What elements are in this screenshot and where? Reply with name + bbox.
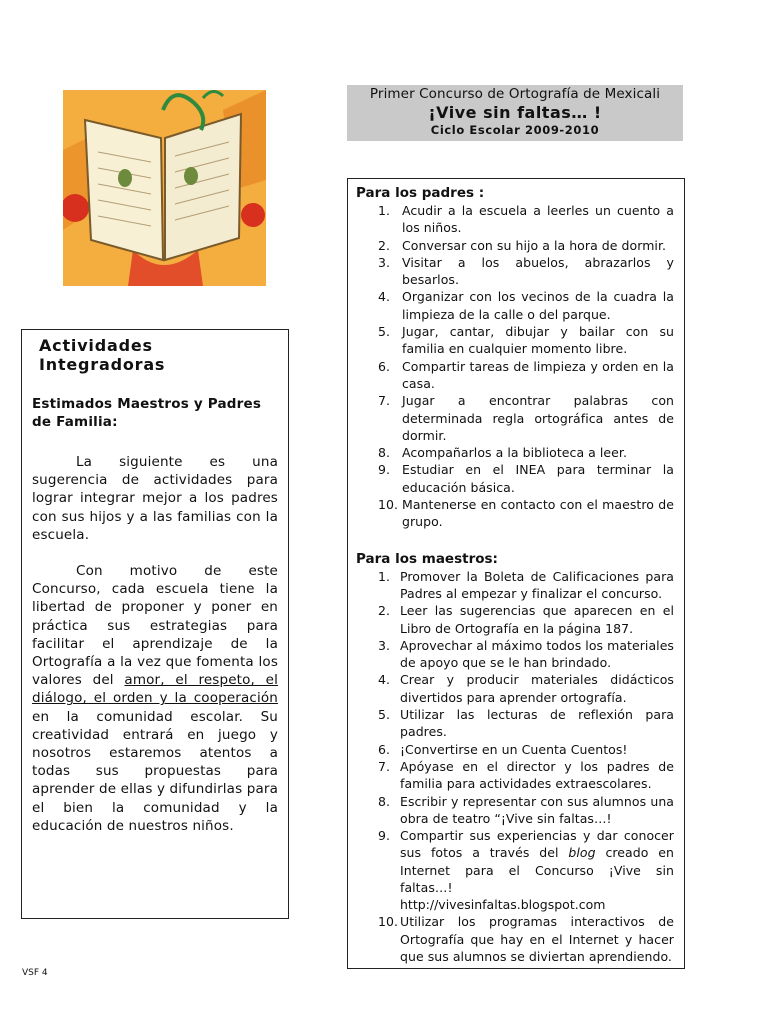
item-text: Compartir tareas de limpieza y orden en la casa. xyxy=(402,358,674,391)
list-item xyxy=(356,237,674,254)
illustration-graphic xyxy=(63,90,266,286)
contest-slogan: ¡Vive sin faltas… ! xyxy=(428,103,602,122)
item-text: Mantenerse en contacto con el maestro de grupo. xyxy=(402,497,674,530)
list-item xyxy=(356,444,674,461)
item-number: 10. xyxy=(378,914,399,930)
item-number: 6. xyxy=(378,741,391,757)
item-text: Visitar a los abuelos, abrazarlos y besarlos. xyxy=(402,254,674,288)
page-code: VSF 4 xyxy=(22,968,48,978)
blog-url[interactable]: http://vivesinfaltas.blogspot.com xyxy=(400,897,606,913)
item-text-end: creado en Internet para el Concurso ¡Vive sin faltas…! xyxy=(400,845,674,895)
blog-italic: blog xyxy=(568,845,596,861)
contest-header xyxy=(347,85,683,141)
list-item xyxy=(356,461,674,496)
teachers-heading: Para los maestros: xyxy=(356,550,498,567)
list-item xyxy=(356,706,674,741)
item-text-start: Compartir sus experiencias y dar conocer sus fotos a través del xyxy=(400,828,674,861)
item-text: Conversar con su hijo a la hora de dormir. xyxy=(402,237,667,253)
item-number: 2. xyxy=(378,237,391,253)
item-number: 1. xyxy=(378,568,391,584)
item-number: 3. xyxy=(378,254,391,270)
item-text: ¡Convertirse en un Cuenta Cuentos! xyxy=(400,741,628,757)
item-number: 8. xyxy=(378,445,391,461)
list-item xyxy=(356,202,674,237)
list-item xyxy=(356,913,674,965)
list-item xyxy=(356,254,674,289)
list-item xyxy=(356,758,674,793)
item-number: 7. xyxy=(378,393,391,409)
list-item xyxy=(356,568,674,603)
item-text: Estudiar en el INEA para terminar la educación básica. xyxy=(402,462,674,495)
item-text: Jugar a encontrar palabras con determinada regla ortográfica antes de dormir. xyxy=(402,393,674,443)
item-text: Utilizar las lecturas de reflexión para padres. xyxy=(400,707,674,740)
list-item xyxy=(356,827,674,896)
suggestions-panel xyxy=(347,178,685,969)
intro-paragraph: La siguiente es una sugerencia de actividades para lograr integrar mejor a los padres con sus hijos y a las familias con la escuela. xyxy=(32,454,278,543)
item-number: 8. xyxy=(378,793,391,809)
item-number: 5. xyxy=(378,324,391,340)
item-text: Utilizar los programas interactivos de Ortografía que hay en el Internet y hacer que sus alumnos se diviertan aprendiendo. xyxy=(400,914,674,964)
item-text: Apóyase en el director y los padres de familia para actividades extraescolares. xyxy=(400,758,674,792)
item-number: 3. xyxy=(378,637,391,653)
item-text: Jugar, cantar, dibujar y bailar con su familia en cualquier momento libre. xyxy=(402,324,674,357)
list-item xyxy=(356,671,674,706)
item-text: Acompañarlos a la biblioteca a leer. xyxy=(402,445,627,461)
panel-title: Actividades Integradoras xyxy=(39,336,166,374)
item-number: 2. xyxy=(378,603,391,619)
item-text: Promover la Boleta de Calificaciones para Padres al empezar y finalizar el concurso. xyxy=(400,568,674,601)
item-number: 10. xyxy=(378,497,399,513)
list-item xyxy=(356,288,674,323)
contest-paragraph xyxy=(32,562,278,835)
list-item xyxy=(356,793,674,828)
paragraph-text-start: Con motivo de este Concurso, cada escuela tiene la libertad de proponer y poner en práctica sus estrategias para facilitar el aprendizaje de la Ortografía a la vez que fomenta los valores del xyxy=(32,563,278,689)
item-number: 6. xyxy=(378,358,391,374)
teachers-list xyxy=(356,568,674,897)
item-number: 5. xyxy=(378,707,391,723)
list-item xyxy=(356,741,674,758)
item-text: Escribir y representar con sus alumnos una obra de teatro “¡Vive sin faltas…! xyxy=(400,793,674,826)
item-number: 9. xyxy=(378,462,391,478)
item-number: 4. xyxy=(378,672,391,688)
item-number: 4. xyxy=(378,289,391,305)
list-item xyxy=(356,358,674,393)
contest-name: Primer Concurso de Ortografía de Mexicali xyxy=(369,86,661,102)
child-reading-book-illustration xyxy=(63,90,266,286)
paragraph-text-end: en la comunidad escolar. Su creatividad entrará en juego y nosotros estaremos atentos a todas sus propuestas para aprender de ellas y difundirlas para el bien la comunidad y la educación de nuestros niños. xyxy=(32,708,278,834)
school-cycle: Ciclo Escolar 2009-2010 xyxy=(430,123,600,137)
item-text: Aprovechar al máximo todos los materiales de apoyo que se le han brindado. xyxy=(400,637,674,671)
item-text: Crear y producir materiales didácticos divertidos para aprender ortografía. xyxy=(400,672,674,705)
list-item xyxy=(356,602,674,637)
list-item xyxy=(356,496,674,531)
list-item xyxy=(356,392,674,444)
teachers-list-continued xyxy=(356,913,674,965)
item-text: Acudir a la escuela a leerles un cuento a los niños. xyxy=(402,203,674,236)
greeting: Estimados Maestros y Padres de Familia: xyxy=(32,396,262,430)
item-number: 9. xyxy=(378,828,391,844)
list-item xyxy=(356,637,674,672)
parents-heading: Para los padres : xyxy=(356,185,485,201)
integrated-activities-panel xyxy=(21,329,289,919)
item-number: 7. xyxy=(378,758,391,774)
item-text: Leer las sugerencias que aparecen en el Libro de Ortografía en la página 187. xyxy=(400,603,674,636)
list-item xyxy=(356,323,674,358)
values-underlined: amor, el respeto, el diálogo, el orden y la cooperación xyxy=(32,672,279,707)
item-number: 1. xyxy=(378,203,391,218)
parents-list xyxy=(356,202,674,531)
item-text: Organizar con los vecinos de la cuadra la limpieza de la calle o del parque. xyxy=(402,289,674,322)
